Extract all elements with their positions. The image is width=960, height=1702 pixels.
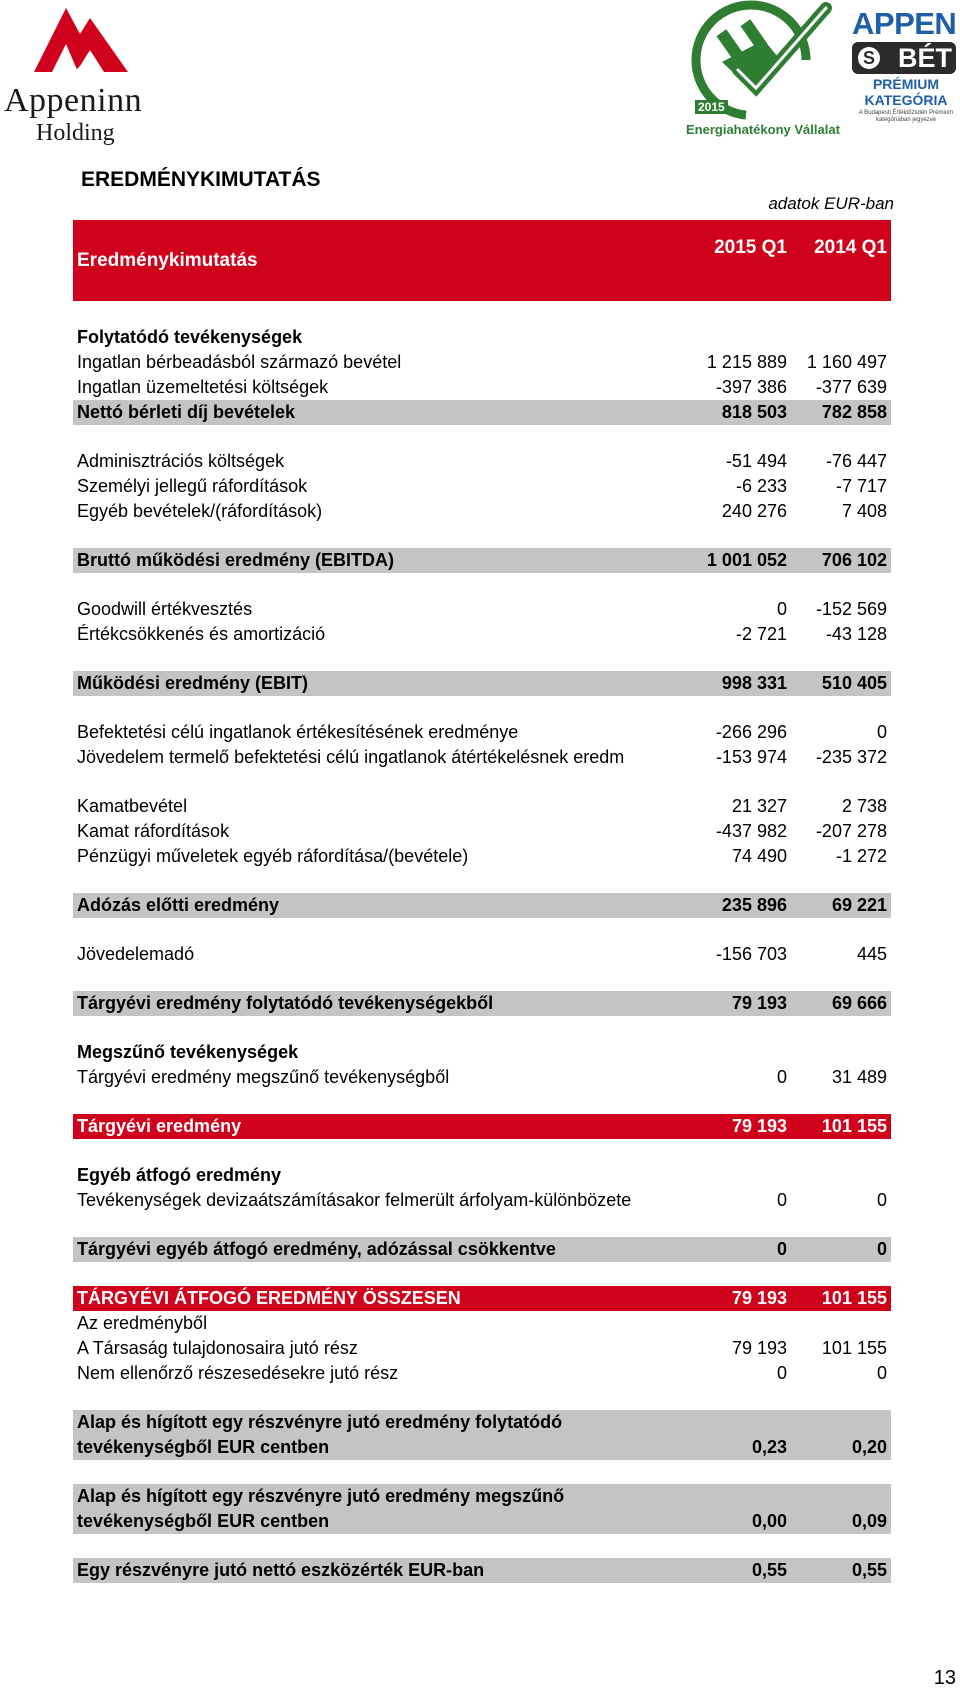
premium-small-text: A Budapesti Értéktőzsdén Prémium kategóriában jegyezve (858, 110, 954, 123)
table-row: Nem ellenőrző részesedésekre jutó rész 0 0 (77, 1363, 887, 1383)
column-header-2014q1: 2014 Q1 (814, 237, 887, 258)
table-row: Ingatlan bérbeadásból származó bevétel 1 215 889 1 160 497 (77, 352, 887, 372)
bet-text: BÉT (898, 43, 952, 73)
currency-note: adatok EUR-ban (768, 194, 894, 213)
table-row: Adminisztrációs költségek -51 494 -76 447 (77, 451, 887, 471)
mountain-logo-icon (34, 8, 128, 72)
table-row: Kamatbevétel 21 327 2 738 (77, 796, 887, 816)
column-header-2015q1: 2015 Q1 (714, 237, 787, 258)
page-title: EREDMÉNYKIMUTATÁS (81, 168, 321, 191)
table-row: Az eredményből (77, 1313, 208, 1333)
energy-year: 2015 (695, 100, 728, 114)
table-row: Személyi jellegű ráfordítások -6 233 -7 717 (77, 476, 887, 496)
table-title: Eredménykimutatás (77, 250, 258, 271)
premium-line1: PRÉMIUM (872, 76, 940, 92)
table-row: Nettó bérleti díj bevételek 818 503 782 858 (73, 400, 891, 425)
table-row: Tárgyévi egyéb átfogó eredmény, adózással csökkentve 0 0 (73, 1237, 891, 1262)
table-row: Megszűnő tevékenységek (77, 1042, 299, 1062)
appeninn-logo (2, 8, 152, 146)
appen-text: APPEN (852, 6, 957, 41)
table-row: Működési eredmény (EBIT) 998 331 510 405 (73, 671, 891, 696)
table-row: Egyéb bevételek/(ráfordítások) 240 276 7 408 (77, 501, 887, 521)
table-row: Alap és hígított egy részvényre jutó eredmény megszűnő tevékenységből EUR centben 0,00 0,09 (73, 1484, 891, 1534)
table-row: Tárgyévi eredmény folytatódó tevékenységekből 79 193 69 666 (73, 991, 891, 1016)
appen-bet-logo (852, 8, 960, 142)
table-row: A Társaság tulajdonosaira jutó rész 79 193 101 155 (77, 1338, 887, 1358)
table-row: Befektetési célú ingatlanok értékesítésének eredménye -266 296 0 (77, 722, 887, 742)
table-row: Adózás előtti eredmény 235 896 69 221 (73, 893, 891, 918)
table-row: Folytatódó tevékenységek (77, 327, 303, 347)
table-row: Jövedelemadó -156 703 445 (77, 944, 887, 964)
energy-label: Energiahatékony Vállalat (686, 122, 840, 137)
table-row: Pénzügyi műveletek egyéb ráfordítása/(bevétele) 74 490 -1 272 (77, 846, 887, 866)
table-row: Tevékenységek devizaátszámításakor felmerült árfolyam-különbözete 0 0 (77, 1190, 887, 1210)
table-row: TÁRGYÉVI ÁTFOGÓ EREDMÉNY ÖSSZESEN 79 193 101 155 (73, 1286, 891, 1311)
premium-line2: KATEGÓRIA (864, 92, 948, 108)
table-row: Kamat ráfordítások -437 982 -207 278 (77, 821, 887, 841)
table-row: Goodwill értékvesztés 0 -152 569 (77, 599, 887, 619)
energy-efficiency-badge (686, 0, 842, 140)
table-row: Egyéb átfogó eredmény (77, 1165, 282, 1185)
table-row: Egy részvényre jutó nettó eszközérték EUR-ban 0,55 0,55 (73, 1558, 891, 1583)
brand-subtitle: Holding (36, 120, 115, 146)
table-row: Ingatlan üzemeltetési költségek -397 386 -377 639 (77, 377, 887, 397)
table-row: Bruttó működési eredmény (EBITDA) 1 001 052 706 102 (73, 548, 891, 573)
table-header (73, 220, 891, 301)
table-row: Jövedelem termelő befektetési célú ingatlanok átértékelésnek eredm -153 974 -235 372 (77, 747, 887, 767)
table-row: Tárgyévi eredmény 79 193 101 155 (73, 1114, 891, 1139)
table-row: Értékcsökkenés és amortizáció -2 721 -43 128 (77, 624, 887, 644)
brand-name: Appeninn (4, 82, 143, 119)
table-row: Tárgyévi eredmény megszűnő tevékenységből 0 31 489 (77, 1067, 887, 1087)
income-statement-table (73, 220, 891, 1583)
bet-box (852, 42, 956, 74)
bet-s-icon: S (858, 47, 880, 69)
page-number: 13 (933, 1667, 956, 1689)
table-row: Alap és hígított egy részvényre jutó eredmény folytatódó tevékenységből EUR centben 0,23 0,20 (73, 1410, 891, 1460)
